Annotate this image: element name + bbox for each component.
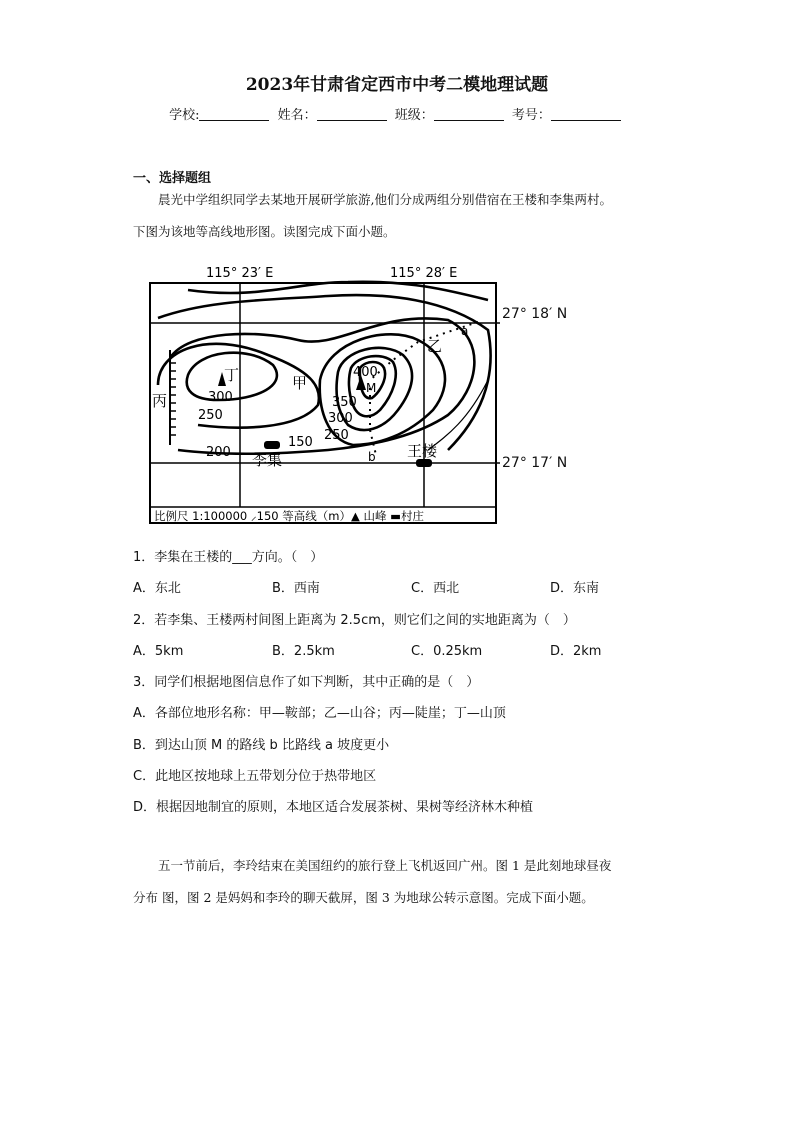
- contour-map: [148, 260, 506, 526]
- passage-2-line-1: 五一节前后，李玲结束在美国纽约的旅行登上飞机返回广州。图 1 是此刻地球昼夜: [158, 858, 612, 873]
- name-blank[interactable]: [317, 120, 387, 121]
- q1-option-b[interactable]: B．西南: [272, 581, 320, 596]
- school-blank[interactable]: [199, 120, 269, 121]
- passage-2: [133, 850, 669, 914]
- longitude-right-label: 115° 28′ E: [390, 266, 458, 281]
- page-title: 2023年甘肃省定西市中考二模地理试题: [245, 75, 549, 95]
- question-1-options: [133, 577, 693, 596]
- map-legend: 比例尺 1:100000 ⸝150 等高线（m）▲ 山峰 ▬村庄: [154, 509, 424, 523]
- label-ding: 丁: [224, 366, 240, 384]
- contour-300-ding-label: 300: [208, 390, 233, 405]
- village-liji-label: 李集: [252, 451, 283, 469]
- q1-option-c[interactable]: C．西北: [411, 581, 460, 596]
- exam-no-blank[interactable]: [551, 120, 621, 121]
- label-a: a: [461, 324, 469, 338]
- passage-1-line-1: 晨光中学组织同学去某地开展研学旅游,他们分成两组分别借宿在王楼和李集两村。: [158, 192, 612, 207]
- q3-option-b[interactable]: B．到达山顶 M 的路线 b 比路线 a 坡度更小: [133, 738, 390, 753]
- passage-2-line-2: 分布 图，图 2 是妈妈和李玲的聊天截屏，图 3 为地球公转示意图。完成下面小题。: [133, 890, 594, 905]
- q2-option-b[interactable]: B．2.5km: [272, 644, 335, 659]
- q3-option-c[interactable]: C．此地区按地球上五带划分位于热带地区: [133, 769, 377, 784]
- q1-option-d[interactable]: D．东南: [550, 581, 600, 596]
- name-label: 姓名：: [277, 108, 317, 123]
- longitude-left-label: 115° 23′ E: [206, 266, 274, 281]
- q3-option-d[interactable]: D．根据因地制宜的原则，本地区适合发展茶树、果树等经济林木种植: [133, 800, 534, 815]
- question-2-stem: 2．若李集、王楼两村间图上距离为 2.5cm，则它们之间的实地距离为（ ）: [133, 613, 576, 628]
- village-wanglou-label: 王楼: [407, 442, 438, 460]
- contour-350-label: 350: [332, 395, 357, 410]
- student-info-line: [0, 104, 794, 123]
- school-label: 学校:: [169, 108, 200, 123]
- passage-1: [133, 184, 669, 248]
- contour-300-label: 300: [328, 411, 353, 426]
- contour-250-ding-label: 250: [198, 408, 223, 423]
- contour-400-label: 400: [353, 365, 378, 380]
- label-yi: 乙: [427, 337, 443, 355]
- q2-option-c[interactable]: C．0.25km: [411, 644, 483, 659]
- class-label: 班级：: [394, 108, 434, 123]
- contour-150-label: 150: [288, 435, 313, 450]
- q2-option-d[interactable]: D．2km: [550, 644, 602, 659]
- label-b: b: [368, 450, 376, 464]
- label-m: M: [366, 381, 377, 395]
- exam-no-label: 考号：: [511, 108, 551, 123]
- q1-option-a[interactable]: A．东北: [133, 581, 181, 596]
- q2-option-a[interactable]: A．5km: [133, 644, 184, 659]
- contour-250-label: 250: [324, 428, 349, 443]
- class-blank[interactable]: [434, 120, 504, 121]
- label-bing: 丙: [152, 392, 168, 410]
- label-jia: 甲: [292, 374, 308, 392]
- question-1-stem: 1．李集在王楼的___方向。（ ）: [133, 550, 324, 565]
- q3-option-a[interactable]: A．各部位地形名称：甲—鞍部；乙—山谷；丙—陡崖；丁—山顶: [133, 706, 506, 721]
- section-heading: 一、选择题组: [133, 171, 212, 186]
- contour-200-label: 200: [206, 445, 231, 460]
- village-wanglou-icon: [416, 459, 432, 467]
- village-liji-icon: [264, 441, 280, 449]
- latitude-bottom-label: 27° 17′ N: [502, 455, 568, 471]
- passage-1-line-2: 下图为该地等高线地形图。读图完成下面小题。: [133, 224, 396, 239]
- question-3-stem: 3．同学们根据地图信息作了如下判断，其中正确的是（ ）: [133, 675, 480, 690]
- question-2-options: [133, 640, 693, 659]
- latitude-top-label: 27° 18′ N: [502, 306, 568, 322]
